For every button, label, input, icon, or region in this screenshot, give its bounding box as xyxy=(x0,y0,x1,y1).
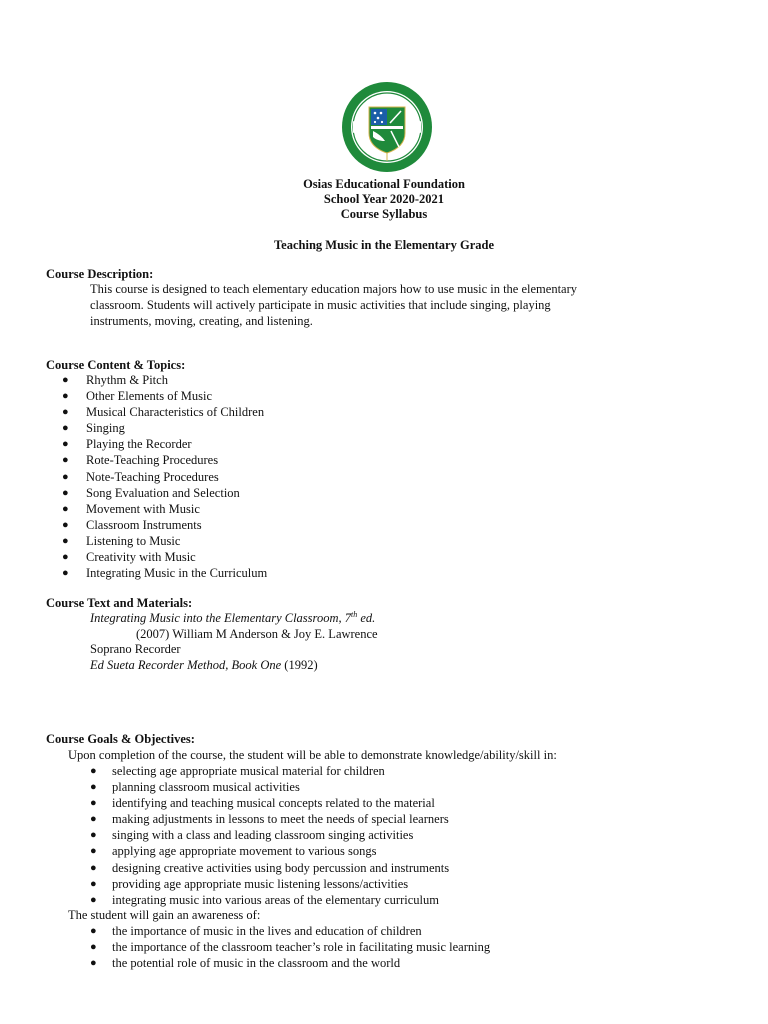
bullet-icon: ● xyxy=(90,893,97,906)
bullet-icon: ● xyxy=(90,797,97,810)
bullet-icon: ● xyxy=(62,470,69,483)
bullet-icon: ● xyxy=(62,502,69,515)
bullet-icon: ● xyxy=(90,781,97,794)
bullet-icon: ● xyxy=(62,422,69,435)
description-line: instruments, moving, creating, and listening. xyxy=(90,314,313,328)
description-heading: Course Description: xyxy=(46,267,154,281)
bullet-icon: ● xyxy=(62,374,69,386)
recorder-material: Soprano Recorder xyxy=(90,642,181,656)
document-type: Course Syllabus xyxy=(340,207,428,221)
goals-intro: Upon completion of the course, the student will be able to demonstrate knowledge/ability/skill in: xyxy=(68,748,557,762)
materials-heading: Course Text and Materials: xyxy=(46,596,193,610)
bullet-icon: ● xyxy=(90,813,97,826)
description-paragraph xyxy=(90,281,690,329)
description-line: This course is designed to teach elementary education majors how to use music in the elementary xyxy=(90,282,578,296)
bullet-icon: ● xyxy=(90,925,97,937)
bullet-icon: ● xyxy=(62,551,69,564)
bullet-icon: ● xyxy=(62,454,69,467)
textbook-authors: (2007) William M Anderson & Joy E. Lawrence xyxy=(136,627,378,641)
bullet-icon: ● xyxy=(90,765,97,777)
bullet-icon: ● xyxy=(90,941,97,954)
bullet-icon: ● xyxy=(62,390,69,403)
bullet-icon: ● xyxy=(90,957,97,970)
bullet-icon: ● xyxy=(62,438,69,451)
description-line: classroom. Students will actively participate in music activities that include singing, playing xyxy=(90,298,551,312)
bullet-icon: ● xyxy=(62,567,69,580)
bullet-icon: ● xyxy=(62,518,69,531)
school-year: School Year 2020-2021 xyxy=(323,192,445,206)
bullet-icon: ● xyxy=(90,829,97,842)
bullet-icon: ● xyxy=(62,406,69,419)
course-title: Teaching Music in the Elementary Grade xyxy=(273,238,494,252)
bullet-icon: ● xyxy=(90,845,97,858)
content-heading: Course Content & Topics: xyxy=(46,358,186,372)
awareness-intro: The student will gain an awareness of: xyxy=(68,908,261,922)
organization-name: Osias Educational Foundation xyxy=(303,177,465,191)
textbook-title: Integrating Music into the Elementary Classroom, 7th ed. xyxy=(90,609,376,625)
recorder-method: Ed Sueta Recorder Method, Book One (1992) xyxy=(90,658,318,672)
bullet-icon: ● xyxy=(90,877,97,890)
bullet-icon: ● xyxy=(62,486,69,499)
foundation-seal-logo xyxy=(341,81,433,173)
bullet-icon: ● xyxy=(62,534,69,547)
bullet-icon: ● xyxy=(90,861,97,874)
goals-heading: Course Goals & Objectives: xyxy=(46,732,195,746)
